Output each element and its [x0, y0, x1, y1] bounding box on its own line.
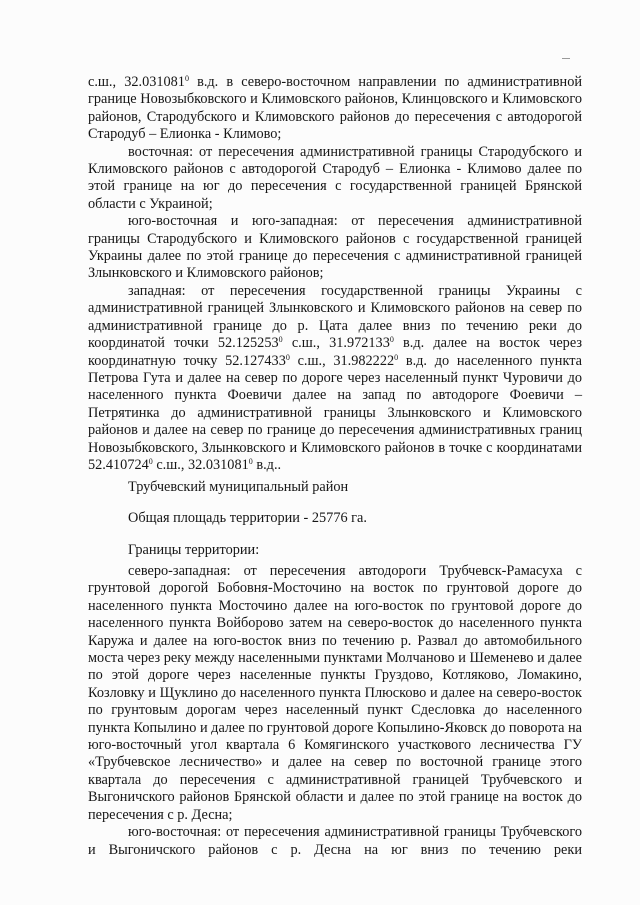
degree-mark: 0 [184, 74, 189, 83]
paragraph-southeast-border: юго-восточная: от пересечения административной границы Трубчевского и Выгоничского районов с р. Десна на юг вниз по течению реки [88, 824, 582, 858]
degree-mark: 0 [285, 352, 290, 362]
scan-mark [562, 58, 570, 59]
borders-heading: Границы территории: [128, 542, 260, 558]
paragraph-northwest-border: северо-западная: от пересечения автодороги Трубчевск-Рамасуха с грунтовой дорогой Бобовня-Мосточино на восток по грунтовой дороге до населенного пункта Мосточино далее на юго-восток по грунтовой дороге до населенного пункта Войборово затем на северо-восток до населенного пункта Каружа и далее на юго-восток вниз по течению р. Развал до автомобильного моста через реку между населенными пунктами Молчаново и Шеменево и далее по этой дороге через населенные пункты Груздово, Котляково, Ломакино, Козловку и Щуклино до населенного пункта Плюсково и далее на северо-восток по грунтовым дорогам через населенный пункт Сдесловка до населенного пункта Копылино и далее по грунтовой дороге Копылино-Яковск до поворота на юго-восточный угол квартала 6 Комягинского участкового лесничества ГУ «Трубчевское лесничество» и далее на север по восточной границе этого квартала до пересечения с административной границей Трубчевского и Выгоничского районов Брянской области и далее по этой границе на восток до пересечения с р. Десна; [88, 563, 582, 823]
paragraph-northeast-continued: с.ш., 32.031081$^0$ в.д. в северо-восточном направлении по административной границе Новозыбковского и Климовского районов, Клинцовского и Климовского районов, Стародубского и Климовского районов до пересечения с автодорогой Стародуб – Елионка - Климово; [88, 74, 582, 143]
degree-mark: 0 [248, 456, 253, 466]
paragraph-southeast-southwest-border: юго-восточная и юго-западная: от пересечения административной границы Стародубского и Климовского районов с государственной границей Украины далее по этой границе до пересечения с административной границей Злынковского и Климовского районов; [88, 213, 582, 282]
degree-mark: 0 [389, 335, 394, 345]
trubchevsk-borders [88, 563, 582, 859]
klimovo-borders-continued [88, 74, 582, 474]
district-name: Трубчевский муниципальный район [128, 479, 349, 495]
degree-mark: 0 [394, 352, 399, 362]
district-area: Общая площадь территории - 25776 га. [128, 510, 367, 526]
degree-mark: 0 [148, 456, 153, 466]
degree-mark: 0 [278, 335, 283, 345]
paragraph-east-border: восточная: от пересечения административной границы Стародубского и Климовского районов с автодорогой Стародуб – Елионка - Климово далее по этой границе на юг до пересечения с государственной границей Брянской области с Украиной; [88, 143, 582, 212]
paragraph-west-border: западная: от пересечения государственной границы Украины с административной границей Злынковского и Климовского районов на север по административной границе до р. Цата далее вниз по течению реки до координатой точки 52.125253$^0$ с.ш., 31.972133$^0$ в.д. далее на восток через координатную точку 52.127433$^0$ с.ш., 31.982222$^0$ в.д. до населенного пункта Петрова Гута и далее на север по дороге через населенный пункт Чуровичи до населенного пункта Фоевичи далее на запад по автодороге Фоевичи – Петрятинка до административной границы Злынковского и Климовского районов и далее на север по границе до пересечения административных границ Новозыбковского, Злынковского и Климовского районов в точке с координатами 52.410724$^0$ с.ш., 32.031081$^0$ в.д.. [88, 282, 582, 473]
